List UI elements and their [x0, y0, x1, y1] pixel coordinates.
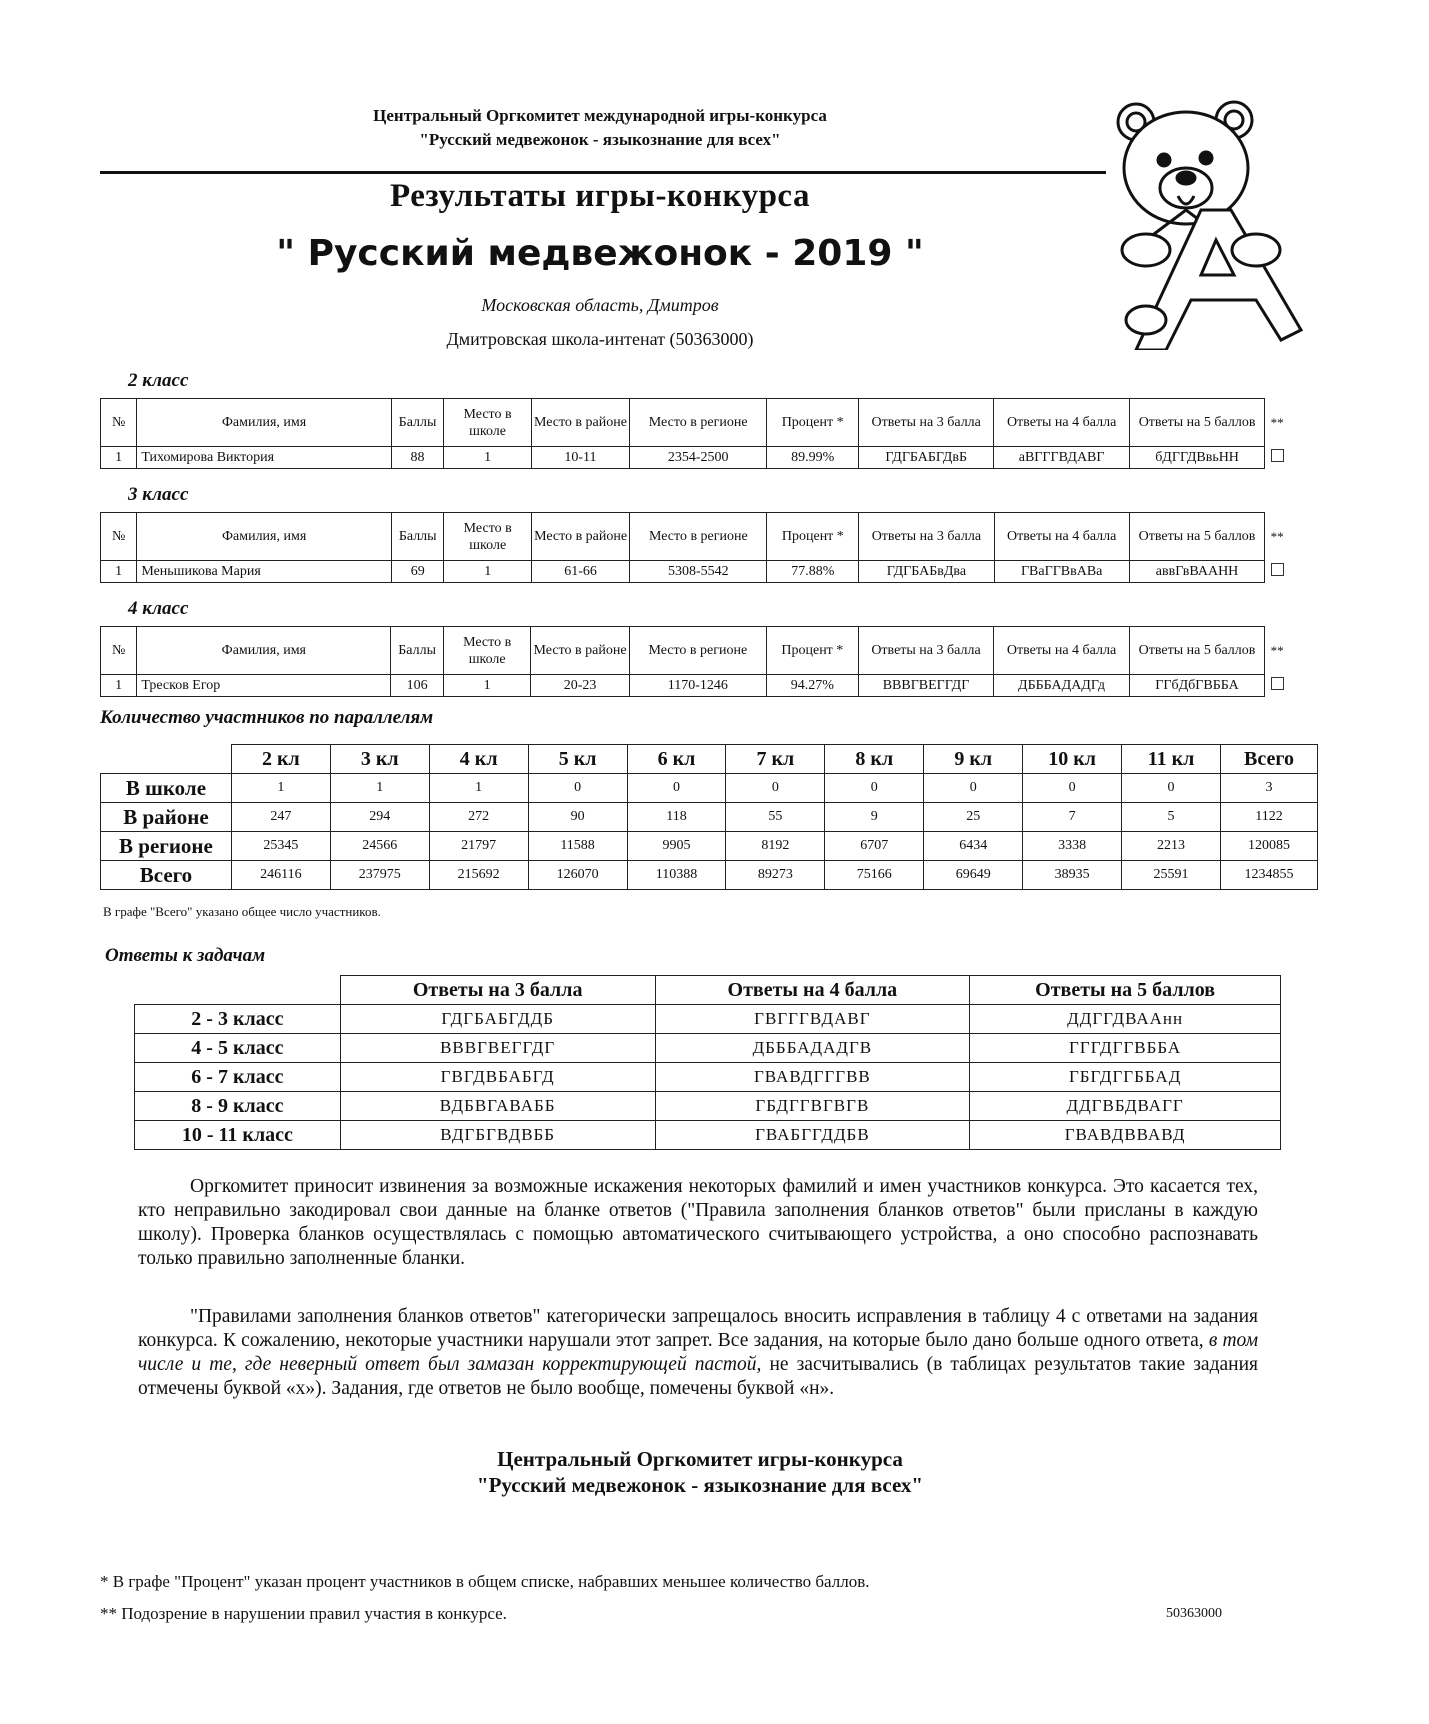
- count-cell: 0: [924, 774, 1023, 803]
- count-cell: 1234855: [1220, 861, 1317, 890]
- row-label: В регионе: [101, 832, 232, 861]
- col-answers-4: Ответы на 4 балла: [994, 513, 1129, 561]
- col-school-place: Место в школе: [444, 513, 531, 561]
- col-grade-11: 11 кл: [1122, 745, 1221, 774]
- district-place: 61-66: [531, 561, 629, 583]
- organizer-line-2: "Русский медвежонок - языкознание для всех": [419, 130, 781, 149]
- count-cell: 25591: [1122, 861, 1221, 890]
- col-school-place: Место в школе: [444, 399, 531, 447]
- answers-4: ГВаГГВвАВа: [994, 561, 1129, 583]
- suspicion-checkbox: [1265, 447, 1290, 469]
- organizer-header: [250, 104, 950, 152]
- col-score: Баллы: [391, 399, 444, 447]
- count-cell: 0: [1122, 774, 1221, 803]
- col-suspicion: **: [1270, 529, 1284, 544]
- table-row: [101, 561, 1290, 583]
- table-row: [101, 832, 1318, 861]
- col-score: Баллы: [391, 627, 444, 675]
- col-district-place: Место в районе: [531, 513, 629, 561]
- organizer-line-1: Центральный Оргкомитет международной игры-конкурса: [373, 106, 827, 125]
- results-table-grade-3: [100, 512, 1290, 583]
- count-cell: 69649: [924, 861, 1023, 890]
- col-grade-5: 5 кл: [528, 745, 627, 774]
- answer-key-cell: ГВАВДВВАВД: [970, 1121, 1281, 1150]
- answers-4: ДБББАДАДГд: [994, 675, 1130, 697]
- row-label: 10 - 11 класс: [135, 1121, 341, 1150]
- count-cell: 272: [429, 803, 528, 832]
- col-name: Фамилия, имя: [137, 399, 391, 447]
- row-label: 8 - 9 класс: [135, 1092, 341, 1121]
- answer-key-cell: ВВВГВЕГГДГ: [340, 1034, 655, 1063]
- count-cell: 9905: [627, 832, 726, 861]
- count-cell: 25: [924, 803, 1023, 832]
- count-cell: 21797: [429, 832, 528, 861]
- count-cell: 7: [1023, 803, 1122, 832]
- count-cell: 38935: [1023, 861, 1122, 890]
- answer-key-cell: ГВАВДГГГВВ: [655, 1063, 970, 1092]
- col-total: Всего: [1220, 745, 1317, 774]
- counts-header-row: [101, 745, 1318, 774]
- table-header-row: [101, 627, 1290, 675]
- count-cell: 215692: [429, 861, 528, 890]
- corner-cell: [101, 745, 232, 774]
- col-number: №: [101, 513, 137, 561]
- answers-5: ГГбДбГВББА: [1129, 675, 1264, 697]
- answers-5: аввГвВААНН: [1129, 561, 1264, 583]
- footer-org-line-1: Центральный Оргкомитет игры-конкурса: [497, 1447, 903, 1471]
- table-row: [101, 803, 1318, 832]
- answer-key-cell: ГГГДГГВББА: [970, 1034, 1281, 1063]
- table-row: [135, 1034, 1281, 1063]
- col-suspicion: **: [1270, 643, 1284, 658]
- region-label: Московская область, Дмитров: [481, 295, 719, 315]
- col-suspicion: **: [1270, 415, 1284, 430]
- table-row: [101, 861, 1318, 890]
- answers-key-table: [134, 975, 1281, 1150]
- paragraph-text-part: не засчитывались (в таблицах результатов такие задания отмечены буквой «х»). Задания, где ответов не было вообще, помечены буквой «н».: [138, 1354, 1259, 1399]
- answers-5: бДГГДВвьНН: [1129, 447, 1264, 469]
- col-answers-3: Ответы на 3 балла: [858, 627, 994, 675]
- table-row: [101, 675, 1290, 697]
- percent: 89.99%: [767, 447, 859, 469]
- count-cell: 6707: [825, 832, 924, 861]
- participant-counts-table: [100, 744, 1318, 890]
- results-table-grade-2: [100, 398, 1290, 469]
- col-region-place: Место в регионе: [630, 399, 767, 447]
- school-place: 1: [444, 447, 531, 469]
- paragraph-text: [138, 1305, 1258, 1401]
- percent: 77.88%: [767, 561, 859, 583]
- row-number: 1: [101, 561, 137, 583]
- grade-label-2: 2 класс: [128, 370, 189, 391]
- table-row: [135, 1063, 1281, 1092]
- row-label: Всего: [101, 861, 232, 890]
- results-table-grade-4: [100, 626, 1290, 697]
- row-label: 6 - 7 класс: [135, 1063, 341, 1092]
- count-cell: 89273: [726, 861, 825, 890]
- col-number: №: [101, 399, 137, 447]
- col-grade-6: 6 кл: [627, 745, 726, 774]
- count-cell: 5: [1122, 803, 1221, 832]
- answers-section-title: Ответы к задачам: [105, 945, 266, 966]
- district-place: 20-23: [531, 675, 629, 697]
- count-cell: 75166: [825, 861, 924, 890]
- region-place: 2354-2500: [630, 447, 767, 469]
- col-answers-3: Ответы на 3 балла: [859, 399, 994, 447]
- count-cell: 294: [330, 803, 429, 832]
- district-place: 10-11: [531, 447, 629, 469]
- col-grade-8: 8 кл: [825, 745, 924, 774]
- count-cell: 110388: [627, 861, 726, 890]
- count-cell: 0: [627, 774, 726, 803]
- col-district-place: Место в районе: [531, 627, 629, 675]
- page-subtitle: " Русский медвежонок - 2019 ": [276, 233, 924, 274]
- count-cell: 2213: [1122, 832, 1221, 861]
- count-cell: 246116: [231, 861, 330, 890]
- count-cell: 126070: [528, 861, 627, 890]
- col-region-place: Место в регионе: [630, 513, 767, 561]
- answers-3: ГДГБАБвДва: [859, 561, 994, 583]
- footer-organizer: [300, 1446, 1100, 1498]
- answers-4: аВГГГВДАВГ: [994, 447, 1129, 469]
- school-place: 1: [443, 675, 531, 697]
- col-answers-4: Ответы на 4 балла: [994, 399, 1129, 447]
- participant-name: Меньшикова Мария: [137, 561, 392, 583]
- header-rule: [100, 171, 1106, 174]
- participant-name: Тихомирова Виктория: [137, 447, 391, 469]
- count-cell: 0: [726, 774, 825, 803]
- answer-key-cell: ГВАБГГДДБВ: [655, 1121, 970, 1150]
- col-grade-10: 10 кл: [1023, 745, 1122, 774]
- count-cell: 1: [429, 774, 528, 803]
- count-cell: 120085: [1220, 832, 1317, 861]
- col-name: Фамилия, имя: [137, 513, 392, 561]
- col-grade-2: 2 кл: [231, 745, 330, 774]
- count-cell: 11588: [528, 832, 627, 861]
- school-place: 1: [444, 561, 531, 583]
- table-row: [101, 774, 1318, 803]
- answer-key-cell: ГДГБАБГДДБ: [340, 1005, 655, 1034]
- count-cell: 3: [1220, 774, 1317, 803]
- count-cell: 0: [825, 774, 924, 803]
- count-cell: 1: [231, 774, 330, 803]
- row-label: 4 - 5 класс: [135, 1034, 341, 1063]
- page-title: Результаты игры-конкурса: [390, 178, 810, 214]
- answer-key-cell: ГБГДГГББАД: [970, 1063, 1281, 1092]
- school-label: Дмитровская школа-интенат (50363000): [446, 329, 754, 349]
- col-district-place: Место в районе: [531, 399, 629, 447]
- count-cell: 90: [528, 803, 627, 832]
- footnote-suspicion: ** Подозрение в нарушении правил участия в конкурсе.: [100, 1604, 507, 1623]
- table-row: [101, 447, 1290, 469]
- answer-key-cell: ДДГГДВААнн: [970, 1005, 1281, 1034]
- col-percent: Процент *: [766, 627, 858, 675]
- col-grade-3: 3 кл: [330, 745, 429, 774]
- row-label: В районе: [101, 803, 232, 832]
- count-cell: 6434: [924, 832, 1023, 861]
- col-score: Баллы: [391, 513, 444, 561]
- suspicion-checkbox: [1265, 675, 1290, 697]
- region-place: 1170-1246: [629, 675, 766, 697]
- count-cell: 118: [627, 803, 726, 832]
- paragraph-text-italic: в том числе и те, где неверный ответ был замазан корректирующей пастой,: [138, 1330, 1259, 1375]
- school-code: 50363000: [1166, 1606, 1222, 1621]
- participant-score: 88: [391, 447, 444, 469]
- col-answers-5: Ответы на 5 баллов: [970, 976, 1281, 1005]
- col-answers-5: Ответы на 5 баллов: [1129, 627, 1264, 675]
- col-answers-5: Ответы на 5 баллов: [1129, 513, 1264, 561]
- table-header-row: [101, 399, 1290, 447]
- count-cell: 1: [330, 774, 429, 803]
- corner-cell: [135, 976, 341, 1005]
- counts-section-title: Количество участников по параллелям: [100, 707, 434, 728]
- answer-key-cell: ГБДГГВГВГВ: [655, 1092, 970, 1121]
- row-number: 1: [101, 447, 137, 469]
- answer-key-cell: ВДБВГАВАББ: [340, 1092, 655, 1121]
- col-grade-9: 9 кл: [924, 745, 1023, 774]
- col-grade-7: 7 кл: [726, 745, 825, 774]
- apology-paragraph: [138, 1175, 1258, 1271]
- col-answers-4: Ответы на 4 балла: [994, 627, 1130, 675]
- footnote-percent: * В графе "Процент" указан процент участников в общем списке, набравших меньшее количество баллов.: [100, 1572, 870, 1591]
- suspicion-checkbox: [1265, 561, 1290, 583]
- col-answers-3: Ответы на 3 балла: [340, 976, 655, 1005]
- col-percent: Процент *: [767, 513, 859, 561]
- participant-name: Тресков Егор: [137, 675, 391, 697]
- table-row: [135, 1092, 1281, 1121]
- rules-paragraph: [138, 1305, 1258, 1401]
- row-number: 1: [101, 675, 137, 697]
- paragraph-text: Оргкомитет приносит извинения за возможные искажения некоторых фамилий и имен участников конкурса. Это касается тех, кто неправильно закодировал свои данные на бланке ответов ("Правила заполнения бланков ответов" были присланы в каждую школу). Проверка бланков осуществлялась с помощью автоматического считывающего устройства, а оно способно распознавать только правильно заполненные бланки.: [138, 1176, 1258, 1269]
- col-name: Фамилия, имя: [137, 627, 391, 675]
- count-cell: 0: [1023, 774, 1122, 803]
- col-answers-5: Ответы на 5 баллов: [1129, 399, 1264, 447]
- bear-mascot-logo: [1106, 100, 1316, 350]
- col-answers-3: Ответы на 3 балла: [859, 513, 994, 561]
- row-label: 2 - 3 класс: [135, 1005, 341, 1034]
- col-school-place: Место в школе: [443, 627, 531, 675]
- count-cell: 25345: [231, 832, 330, 861]
- region-place: 5308-5542: [630, 561, 767, 583]
- count-cell: 1122: [1220, 803, 1317, 832]
- col-number: №: [101, 627, 137, 675]
- count-cell: 0: [528, 774, 627, 803]
- col-region-place: Место в регионе: [629, 627, 766, 675]
- count-cell: 55: [726, 803, 825, 832]
- table-row: [135, 1005, 1281, 1034]
- count-cell: 237975: [330, 861, 429, 890]
- table-header-row: [101, 513, 1290, 561]
- answer-key-cell: ДБББАДАДГВ: [655, 1034, 970, 1063]
- answers-3: ГДГБАБГДвБ: [859, 447, 994, 469]
- count-cell: 9: [825, 803, 924, 832]
- paragraph-text-part: "Правилами заполнения бланков ответов" категорически запрещалось вносить исправления в таблицу 4 с ответами на задания конкурса. К сожалению, некоторые участники нарушали этот запрет. Все задания, на которые было дано больше одного ответа,: [138, 1306, 1258, 1351]
- grade-label-4: 4 класс: [128, 598, 189, 619]
- answer-key-cell: ГВГГГВДАВГ: [655, 1005, 970, 1034]
- answer-key-cell: ВДГБГВДВББ: [340, 1121, 655, 1150]
- count-cell: 247: [231, 803, 330, 832]
- counts-note: В графе "Всего" указано общее число участников.: [103, 904, 381, 919]
- col-answers-4: Ответы на 4 балла: [655, 976, 970, 1005]
- grade-label-3: 3 класс: [128, 484, 189, 505]
- col-percent: Процент *: [767, 399, 859, 447]
- answer-key-cell: ГВГДВБАБГД: [340, 1063, 655, 1092]
- footer-org-line-2: "Русский медвежонок - языкознание для всех": [476, 1473, 924, 1497]
- col-grade-4: 4 кл: [429, 745, 528, 774]
- participant-score: 106: [391, 675, 444, 697]
- count-cell: 8192: [726, 832, 825, 861]
- answer-key-cell: ДДГВБДВАГГ: [970, 1092, 1281, 1121]
- participant-score: 69: [391, 561, 444, 583]
- answers-header-row: [135, 976, 1281, 1005]
- row-label: В школе: [101, 774, 232, 803]
- answers-3: ВВВГВЕГГДГ: [858, 675, 994, 697]
- percent: 94.27%: [766, 675, 858, 697]
- table-row: [135, 1121, 1281, 1150]
- count-cell: 3338: [1023, 832, 1122, 861]
- count-cell: 24566: [330, 832, 429, 861]
